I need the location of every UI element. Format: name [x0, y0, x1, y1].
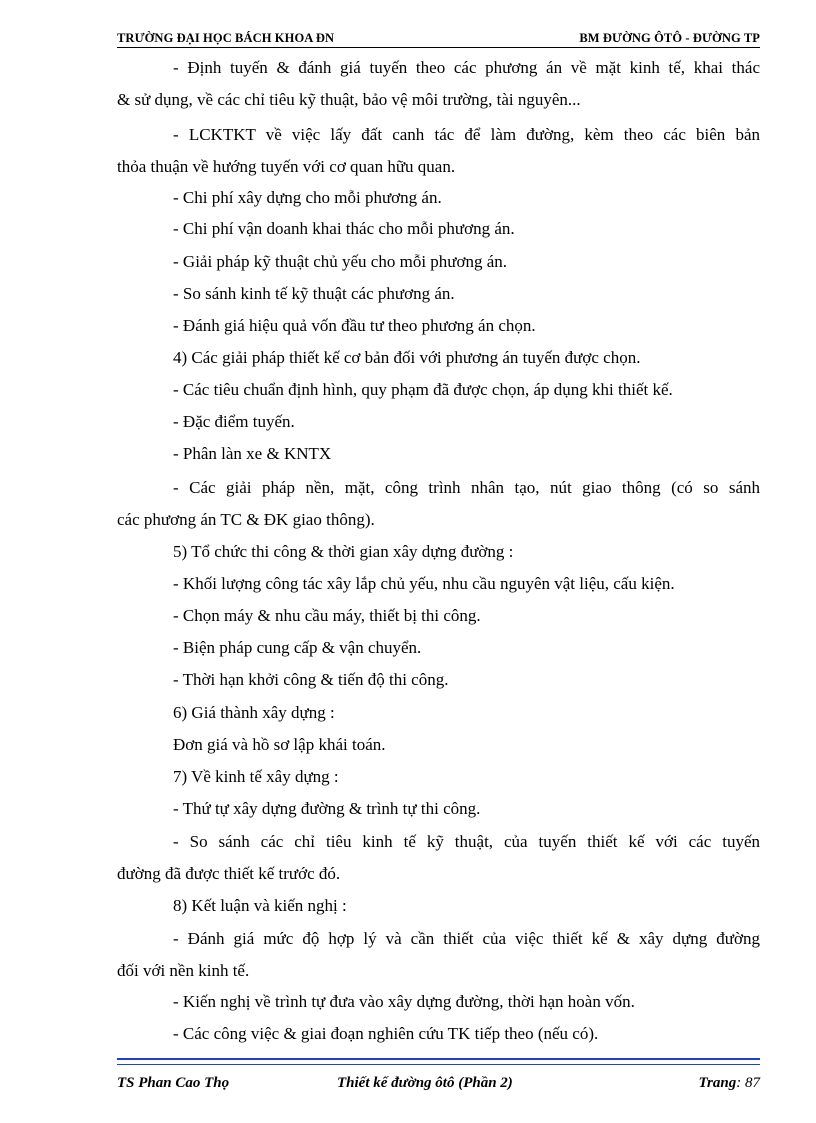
footer-title: Thiết kế đường ôtô (Phần 2) — [337, 1075, 513, 1091]
text-line: thỏa thuận về hướng tuyến với cơ quan hữu quan. — [117, 157, 456, 176]
text-line: - Thứ tự xây dựng đường & trình tự thi công. — [173, 799, 481, 818]
footer-rule-thick — [117, 1058, 760, 1060]
text-line: - Đặc điểm tuyến. — [173, 412, 295, 431]
header-university: TRƯỜNG ĐẠI HỌC BÁCH KHOA ĐN — [117, 31, 335, 45]
page-number: : 87 — [736, 1075, 760, 1091]
footer-rule-thin — [117, 1064, 760, 1065]
text-line: & sử dụng, về các chỉ tiêu kỹ thuật, bảo vệ môi trường, tài nguyên... — [117, 90, 581, 109]
text-line: - Biện pháp cung cấp & vận chuyển. — [173, 638, 422, 657]
section-heading: 5) Tổ chức thi công & thời gian xây dựng đường : — [173, 542, 514, 561]
section-heading: 7) Về kinh tế xây dựng : — [173, 767, 339, 786]
page-label: Trang — [698, 1075, 737, 1091]
text-line: - Chọn máy & nhu cầu máy, thiết bị thi công. — [173, 606, 481, 625]
footer-author: TS Phan Cao Thọ — [117, 1075, 230, 1091]
text-line: - Chi phí xây dựng cho mỗi phương án. — [173, 188, 442, 207]
text-line: đường đã được thiết kế trước đó. — [117, 864, 341, 883]
text-line: - So sánh kinh tế kỹ thuật các phương án. — [173, 284, 455, 303]
header-department: BM ĐƯỜNG ÔTÔ - ĐƯỜNG TP — [579, 31, 760, 45]
text-line: đối với nền kinh tế. — [117, 961, 250, 980]
text-line: - Chi phí vận doanh khai thác cho mỗi phương án. — [173, 219, 515, 238]
page-footer — [117, 1075, 760, 1097]
footer-page — [698, 1075, 760, 1092]
section-heading: 8) Kết luận và kiến nghị : — [173, 896, 347, 915]
text-line: các phương án TC & ĐK giao thông). — [117, 510, 375, 529]
text-line: - Thời hạn khởi công & tiến độ thi công. — [173, 670, 449, 689]
text-line: - Các công việc & giai đoạn nghiên cứu TK tiếp theo (nếu có). — [173, 1024, 599, 1043]
text-line: - Các tiêu chuẩn định hình, quy phạm đã được chọn, áp dụng khi thiết kế. — [173, 380, 673, 399]
text-line: - Khối lượng công tác xây lắp chủ yếu, nhu cầu nguyên vật liệu, cấu kiện. — [173, 574, 675, 593]
text-line: - Phân làn xe & KNTX — [173, 444, 332, 463]
text-line: Đơn giá và hồ sơ lập khái toán. — [173, 735, 386, 754]
text-line: - Kiến nghị về trình tự đưa vào xây dựng đường, thời hạn hoàn vốn. — [173, 992, 635, 1011]
section-heading: 6) Giá thành xây dựng : — [173, 703, 335, 722]
text-line: - Đánh giá hiệu quả vốn đầu tư theo phương án chọn. — [173, 316, 536, 335]
text-line: - Các giải pháp nền, mặt, công trình nhân tạo, nút giao thông (có so sánh — [173, 478, 760, 497]
text-line: - LCKTKT về việc lấy đất canh tác để làm đường, kèm theo các biên bản — [173, 125, 760, 144]
text-line: - Đánh giá mức độ hợp lý và cần thiết của việc thiết kế & xây dựng đường — [173, 929, 760, 948]
page-header — [117, 31, 760, 51]
header-rule — [117, 47, 760, 48]
text-line: - Giải pháp kỹ thuật chủ yếu cho mỗi phương án. — [173, 252, 508, 271]
text-line: - So sánh các chỉ tiêu kinh tế kỹ thuật, của tuyến thiết kế với các tuyến — [173, 832, 760, 851]
section-heading: 4) Các giải pháp thiết kế cơ bản đối với phương án tuyến được chọn. — [173, 348, 641, 367]
text-line: - Định tuyến & đánh giá tuyến theo các phương án về mặt kinh tế, khai thác — [173, 58, 760, 77]
